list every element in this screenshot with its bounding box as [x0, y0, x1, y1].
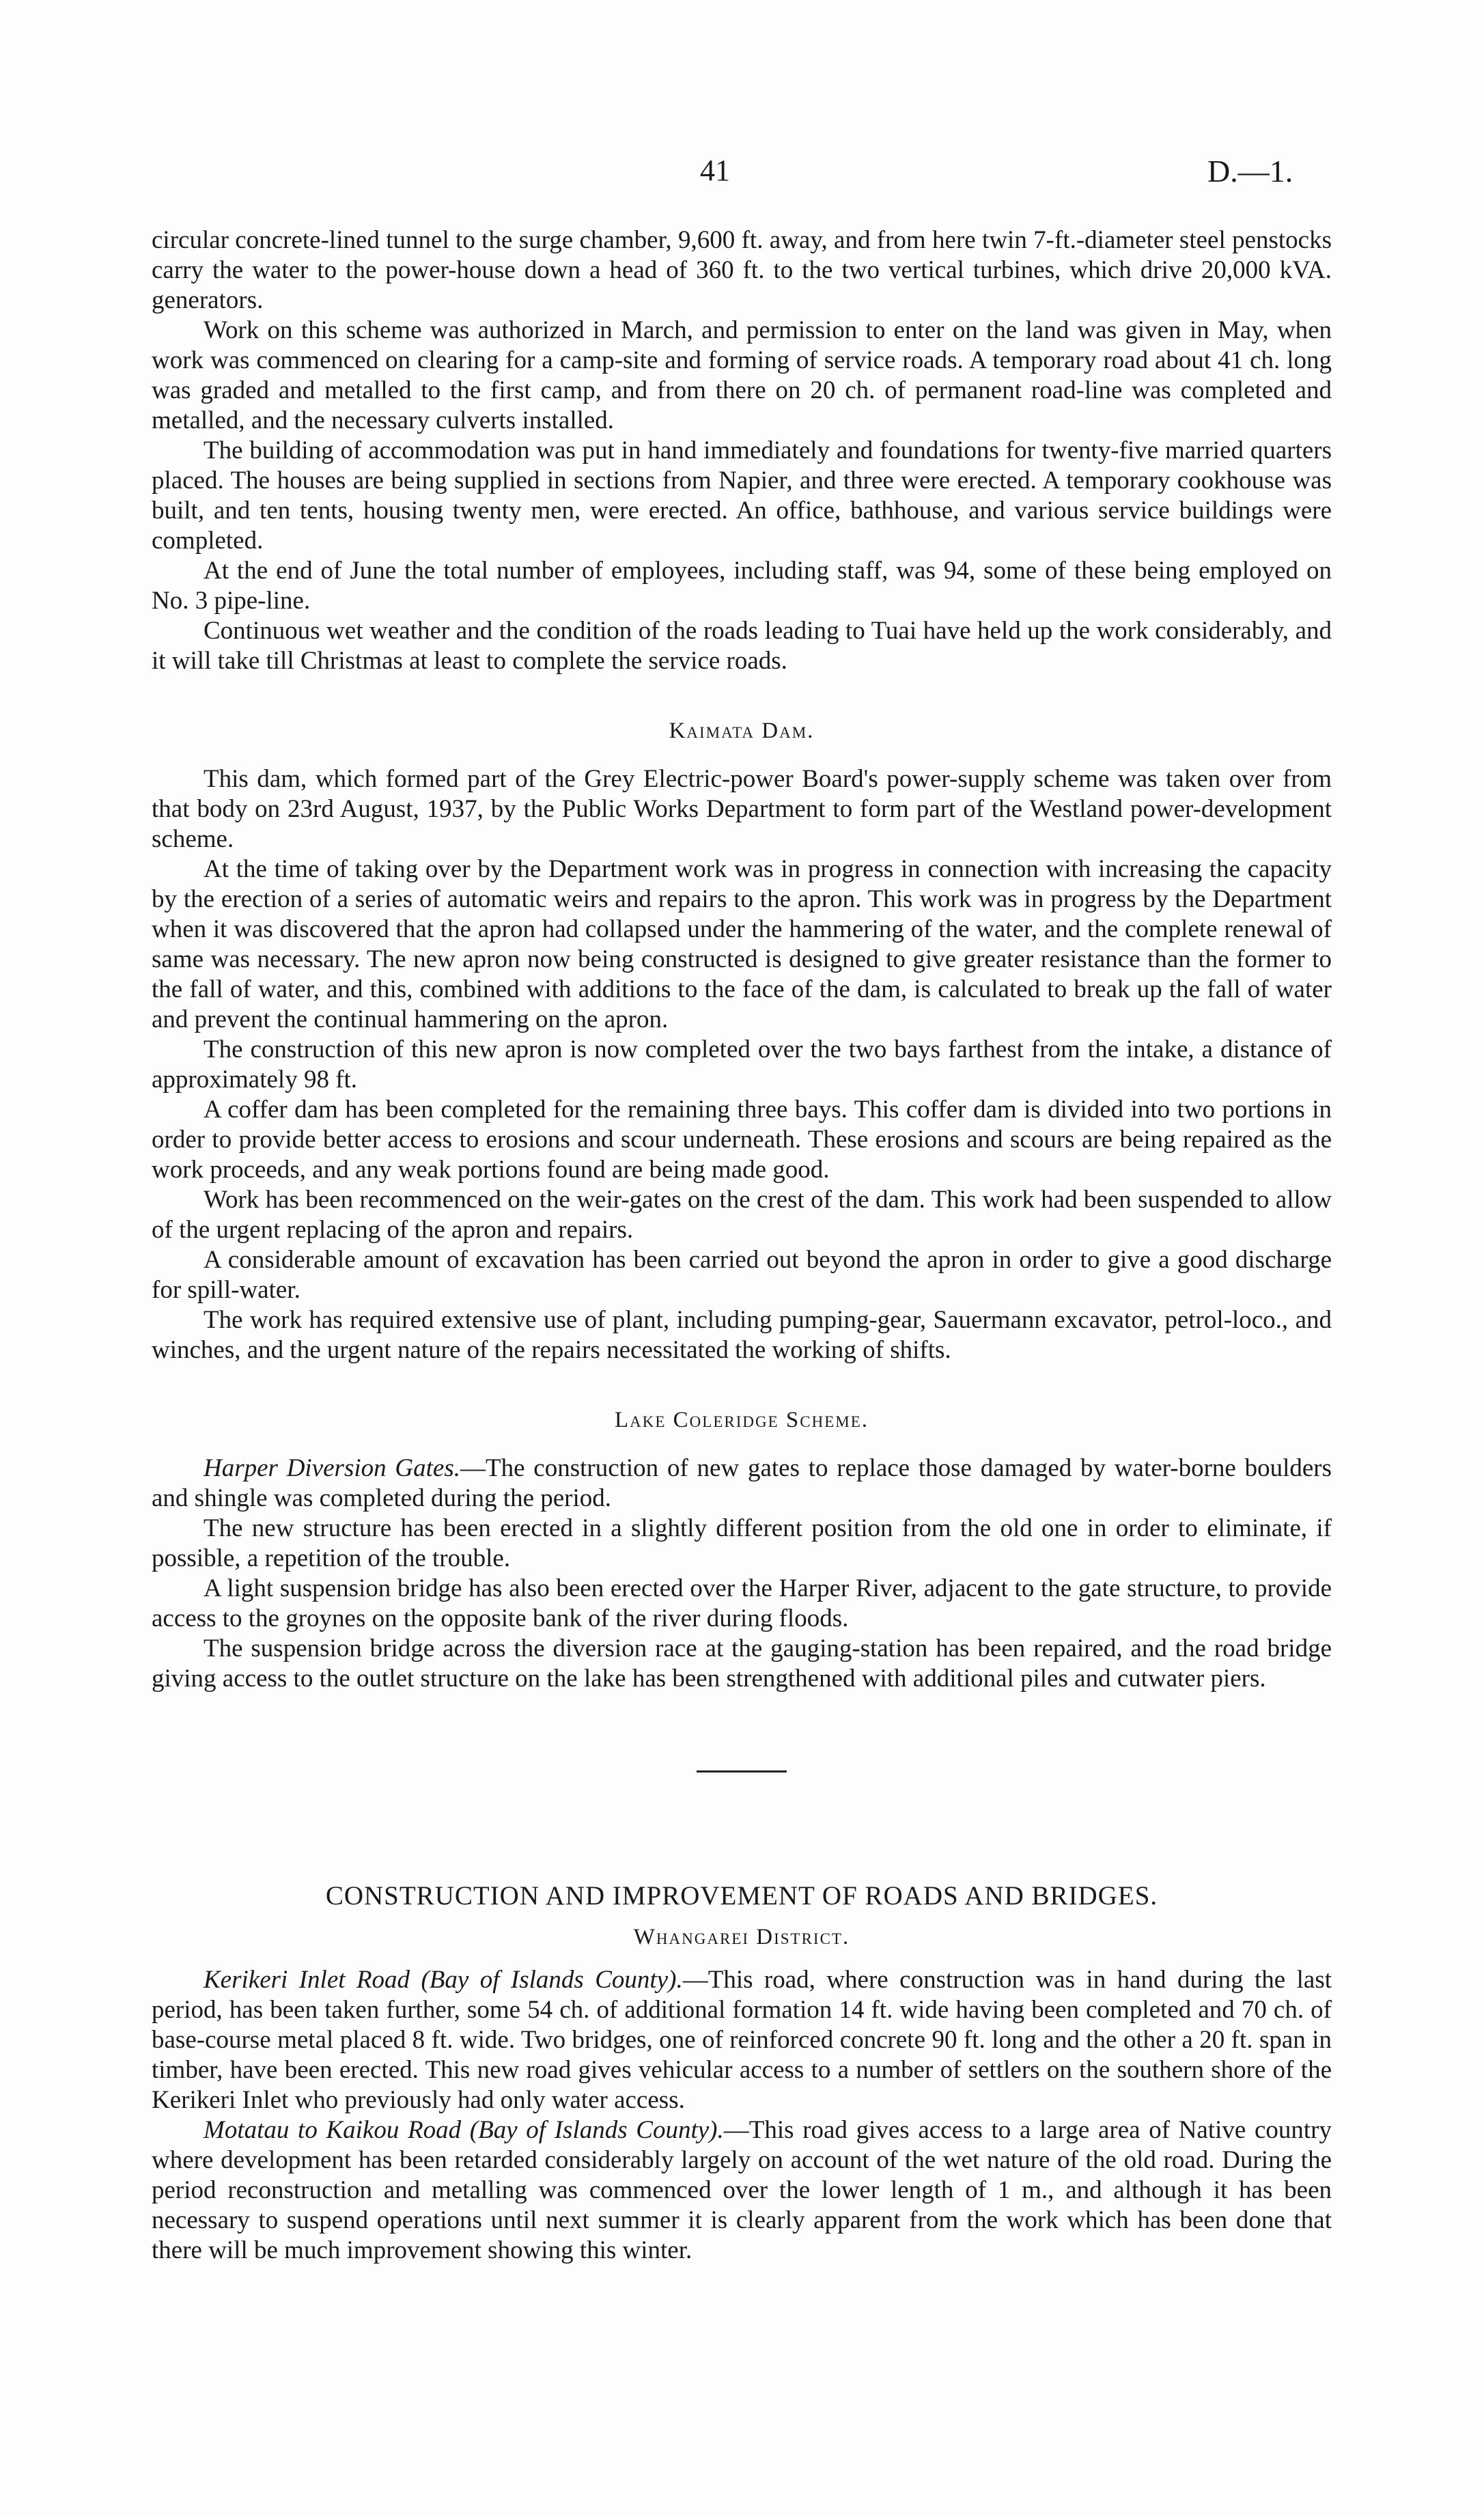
- intro-paragraph: circular concrete-lined tunnel to the surge chamber, 9,600 ft. away, and from here twin 7-ft.-diameter steel penstocks carry the water to the power-house down a head of 360 ft. to the two vertical turbines, which drive 20,000 kVA. generators.: [152, 226, 1332, 314]
- kerikeri-road-title: Kerikeri Inlet Road (Bay of Islands County).: [204, 1966, 683, 1994]
- intro-paragraph: The building of accommodation was put in hand immediately and foundations for twenty-five married quarters placed. The houses are being supplied in sections from Napier, and three were erected. A temporary cookhouse was built, and ten tents, housing twenty men, were erected. An office, bathhouse, and various service buildings were completed.: [152, 436, 1332, 555]
- coleridge-paragraph: Harper Diversion Gates.—The construction of new gates to replace those damaged by water-borne boulders and shingle was completed during the period.: [152, 1454, 1332, 1512]
- coleridge-paragraph: A light suspension bridge has also been erected over the Harper River, adjacent to the gate structure, to provide access to the groynes on the opposite bank of the river during floods.: [152, 1574, 1332, 1632]
- harper-gates-subheading: Harper Diversion Gates.: [204, 1454, 460, 1482]
- kerikeri-paragraph: Kerikeri Inlet Road (Bay of Islands County).—This road, where construction was in hand during the last period, has been taken further, some 54 ch. of additional formation 14 ft. wide having been completed and 70 ch. of base-course metal placed 8 ft. wide. Two bridges, one of reinforced concrete 90 ft. long and the other a 20 ft. span in timber, have been erected. This new road gives vehicular access to a number of settlers on the southern shore of the Kerikeri Inlet who previously had only water access.: [152, 1966, 1332, 2114]
- roads-bridges-title: CONSTRUCTION AND IMPROVEMENT OF ROADS AND BRIDGES.: [325, 1881, 1158, 1910]
- kaimata-paragraph: At the time of taking over by the Department work was in progress in connection with increasing the capacity by the erection of a series of automatic weirs and repairs to the apron. This work was in progress by the Department when it was discovered that the apron had collapsed under the hammering of the water, and the complete renewal of same was necessary. The new apron now being constructed is designed to give greater resistance than the former to the fall of water, and this, combined with additions to the face of the dam, is calculated to break up the fall of water and prevent the continual hammering on the apron.: [152, 855, 1332, 1033]
- kaimata-paragraph: A considerable amount of excavation has been carried out beyond the apron in order to give a good discharge for spill-water.: [152, 1246, 1332, 1304]
- coleridge-paragraph: The new structure has been erected in a slightly different position from the old one in order to eliminate, if possible, a repetition of the trouble.: [152, 1514, 1332, 1572]
- page-number: 41: [700, 154, 730, 187]
- coleridge-paragraph: The suspension bridge across the diversion race at the gauging-station has been repaired, and the road bridge giving access to the outlet structure on the lake has been strengthened with additional piles and cutwater piers.: [152, 1635, 1332, 1693]
- page-header: [0, 153, 1484, 201]
- kaimata-dam-heading: Kaimata Dam.: [669, 719, 815, 743]
- kaimata-paragraph: Work has been recommenced on the weir-gates on the crest of the dam. This work had been suspended to allow of the urgent replacing of the apron and repairs.: [152, 1186, 1332, 1244]
- intro-paragraph: Work on this scheme was authorized in March, and permission to enter on the land was given in May, when work was commenced on clearing for a camp-site and forming of service roads. A temporary road about 41 ch. long was graded and metalled to the first camp, and from there on 20 ch. of permanent road-line was completed and metalled, and the necessary culverts installed.: [152, 316, 1332, 434]
- lake-coleridge-heading: Lake Coleridge Scheme.: [614, 1408, 869, 1432]
- motatau-paragraph: Motatau to Kaikou Road (Bay of Islands County).—This road gives access to a large area of Native country where development has been retarded considerably largely on account of the wet nature of the old road. During the period reconstruction and metalling was commenced over the lower length of 1 m., and although it has been necessary to suspend operations until next summer it is clearly apparent from the work which has been done that there will be much improvement showing this winter.: [152, 2116, 1332, 2264]
- kaimata-paragraph: The work has required extensive use of plant, including pumping-gear, Sauermann excavator, petrol-loco., and winches, and the urgent nature of the repairs necessitated the working of shifts.: [152, 1306, 1332, 1364]
- kaimata-paragraph: A coffer dam has been completed for the remaining three bays. This coffer dam is divided into two portions in order to provide better access to erosions and scour underneath. These erosions and scours are being repaired as the work proceeds, and any weak portions found are being made good.: [152, 1096, 1332, 1184]
- whangarei-district-heading: Whangarei District.: [633, 1925, 850, 1949]
- page-body: [152, 225, 1332, 2266]
- kaimata-paragraph: The construction of this new apron is now completed over the two bays farthest from the intake, a distance of approximately 98 ft.: [152, 1035, 1332, 1094]
- motatau-road-title: Motatau to Kaikou Road (Bay of Islands County).: [204, 2116, 724, 2144]
- kaimata-paragraph: This dam, which formed part of the Grey Electric-power Board's power-supply scheme was taken over from that body on 23rd August, 1937, by the Public Works Department to form part of the Westland power-development scheme.: [152, 765, 1332, 853]
- intro-paragraph: Continuous wet weather and the condition of the roads leading to Tuai have held up the work considerably, and it will take till Christmas at least to complete the service roads.: [152, 617, 1332, 675]
- document-reference: D.—1.: [1207, 154, 1293, 189]
- intro-paragraph: At the end of June the total number of employees, including staff, was 94, some of these being employed on No. 3 pipe-line.: [152, 557, 1332, 615]
